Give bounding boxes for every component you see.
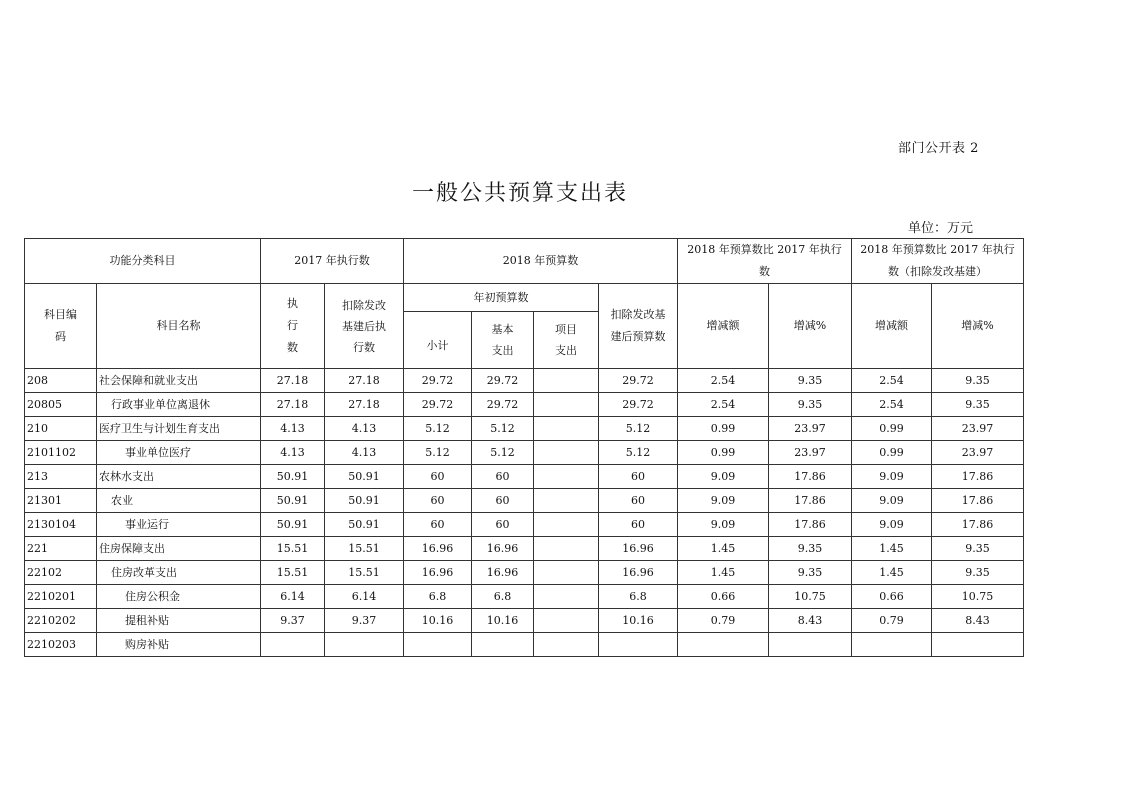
cell-inc-amt: 0.99 (678, 417, 769, 441)
cell-subtotal: 10.16 (404, 609, 472, 633)
cell-code: 2210201 (25, 585, 97, 609)
cell-subtotal: 60 (404, 465, 472, 489)
cell-exec: 50.91 (261, 465, 325, 489)
header-project: 项目支出 (534, 312, 599, 369)
cell-inc-amt: 9.09 (678, 465, 769, 489)
cell-subtotal: 60 (404, 489, 472, 513)
table-row (25, 633, 1024, 657)
cell-inc-amt-2: 0.66 (852, 585, 932, 609)
cell-inc-pct: 9.35 (769, 561, 852, 585)
cell-code: 213 (25, 465, 97, 489)
cell-inc-pct-2: 10.75 (932, 585, 1024, 609)
cell-budget-ex (599, 633, 678, 657)
cell-exec: 4.13 (261, 441, 325, 465)
cell-code: 21301 (25, 489, 97, 513)
cell-inc-amt-2: 9.09 (852, 489, 932, 513)
cell-budget-ex: 16.96 (599, 537, 678, 561)
cell-inc-pct-2: 9.35 (932, 393, 1024, 417)
table-row (25, 513, 1024, 537)
cell-budget-ex: 5.12 (599, 441, 678, 465)
cell-budget-ex: 16.96 (599, 561, 678, 585)
cell-name: 社会保障和就业支出 (97, 369, 261, 393)
cell-exec-ex: 27.18 (325, 369, 404, 393)
cell-budget-ex: 29.72 (599, 393, 678, 417)
cell-exec-ex: 4.13 (325, 417, 404, 441)
cell-exec-ex: 6.14 (325, 585, 404, 609)
cell-basic: 6.8 (472, 585, 534, 609)
cell-inc-pct: 10.75 (769, 585, 852, 609)
cell-inc-pct (769, 633, 852, 657)
cell-inc-amt: 9.09 (678, 513, 769, 537)
cell-project (534, 513, 599, 537)
cell-inc-amt: 9.09 (678, 489, 769, 513)
cell-inc-pct: 9.35 (769, 369, 852, 393)
header-name: 科目名称 (97, 284, 261, 369)
cell-exec-ex: 27.18 (325, 393, 404, 417)
cell-name: 行政事业单位离退休 (97, 393, 261, 417)
cell-basic: 60 (472, 513, 534, 537)
cell-exec: 15.51 (261, 537, 325, 561)
cell-project (534, 633, 599, 657)
cell-code: 221 (25, 537, 97, 561)
cell-inc-pct: 23.97 (769, 441, 852, 465)
table-row (25, 609, 1024, 633)
cell-inc-pct-2 (932, 633, 1024, 657)
cell-project (534, 369, 599, 393)
cell-inc-amt: 0.99 (678, 441, 769, 465)
cell-inc-amt: 0.66 (678, 585, 769, 609)
table-row (25, 561, 1024, 585)
cell-subtotal: 29.72 (404, 369, 472, 393)
header-func-class: 功能分类科目 (25, 239, 261, 284)
cell-basic: 16.96 (472, 561, 534, 585)
cell-inc-amt-2: 0.99 (852, 417, 932, 441)
table-row (25, 585, 1024, 609)
cell-inc-amt-2: 2.54 (852, 393, 932, 417)
header-subtotal: 小计 (404, 312, 472, 369)
cell-exec-ex: 9.37 (325, 609, 404, 633)
cell-inc-amt-2 (852, 633, 932, 657)
cell-name: 住房改革支出 (97, 561, 261, 585)
cell-name: 住房公积金 (97, 585, 261, 609)
header-budget-ex: 扣除发改基建后预算数 (599, 284, 678, 369)
header-cmp-2017: 2018 年预算数比 2017 年执行数 (678, 239, 852, 284)
cell-inc-pct-2: 17.86 (932, 513, 1024, 537)
cell-exec (261, 633, 325, 657)
cell-subtotal: 16.96 (404, 537, 472, 561)
cell-inc-pct: 17.86 (769, 513, 852, 537)
cell-exec: 9.37 (261, 609, 325, 633)
cell-inc-pct-2: 17.86 (932, 465, 1024, 489)
cell-project (534, 489, 599, 513)
cell-basic: 5.12 (472, 417, 534, 441)
cell-name: 住房保障支出 (97, 537, 261, 561)
table-row (25, 441, 1024, 465)
cell-basic (472, 633, 534, 657)
cell-inc-amt-2: 9.09 (852, 513, 932, 537)
cell-subtotal: 6.8 (404, 585, 472, 609)
cell-budget-ex: 60 (599, 465, 678, 489)
cell-subtotal: 16.96 (404, 561, 472, 585)
cell-budget-ex: 5.12 (599, 417, 678, 441)
cell-project (534, 537, 599, 561)
cell-basic: 5.12 (472, 441, 534, 465)
budget-table (24, 238, 1024, 657)
cell-exec: 27.18 (261, 393, 325, 417)
cell-inc-amt-2: 1.45 (852, 537, 932, 561)
header-inc-pct-2: 增减% (932, 284, 1024, 369)
header-initial: 年初预算数 (404, 284, 599, 312)
cell-inc-amt-2: 9.09 (852, 465, 932, 489)
cell-project (534, 609, 599, 633)
table-row (25, 465, 1024, 489)
cell-subtotal: 5.12 (404, 441, 472, 465)
cell-inc-pct-2: 9.35 (932, 537, 1024, 561)
header-exec-2017: 2017 年执行数 (261, 239, 404, 284)
cell-exec-ex: 15.51 (325, 537, 404, 561)
cell-inc-amt: 1.45 (678, 537, 769, 561)
unit-label: 单位：万元 (908, 221, 974, 236)
cell-subtotal: 29.72 (404, 393, 472, 417)
cell-name: 农业 (97, 489, 261, 513)
cell-exec: 27.18 (261, 369, 325, 393)
cell-name: 农林水支出 (97, 465, 261, 489)
cell-budget-ex: 60 (599, 489, 678, 513)
cell-inc-pct-2: 9.35 (932, 369, 1024, 393)
cell-exec: 4.13 (261, 417, 325, 441)
cell-inc-amt-2: 0.79 (852, 609, 932, 633)
cell-inc-pct: 23.97 (769, 417, 852, 441)
header-exec: 执行数 (261, 284, 325, 369)
cell-code: 2130104 (25, 513, 97, 537)
cell-inc-pct: 17.86 (769, 465, 852, 489)
cell-name: 购房补贴 (97, 633, 261, 657)
cell-basic: 10.16 (472, 609, 534, 633)
cell-project (534, 417, 599, 441)
cell-code: 22102 (25, 561, 97, 585)
cell-basic: 60 (472, 465, 534, 489)
cell-exec: 15.51 (261, 561, 325, 585)
table-row (25, 489, 1024, 513)
cell-inc-pct: 9.35 (769, 537, 852, 561)
cell-exec-ex: 50.91 (325, 513, 404, 537)
cell-name: 提租补贴 (97, 609, 261, 633)
header-inc-amt: 增减额 (678, 284, 769, 369)
cell-code: 210 (25, 417, 97, 441)
cell-inc-pct: 9.35 (769, 393, 852, 417)
header-inc-pct: 增减% (769, 284, 852, 369)
cell-inc-amt: 2.54 (678, 369, 769, 393)
cell-exec-ex: 15.51 (325, 561, 404, 585)
cell-inc-pct-2: 9.35 (932, 561, 1024, 585)
header-exec-ex: 扣除发改基建后执行数 (325, 284, 404, 369)
cell-exec: 6.14 (261, 585, 325, 609)
cell-project (534, 561, 599, 585)
cell-budget-ex: 29.72 (599, 369, 678, 393)
cell-basic: 29.72 (472, 393, 534, 417)
cell-project (534, 393, 599, 417)
cell-exec: 50.91 (261, 513, 325, 537)
cell-inc-pct: 17.86 (769, 489, 852, 513)
cell-subtotal (404, 633, 472, 657)
table-row (25, 393, 1024, 417)
cell-budget-ex: 10.16 (599, 609, 678, 633)
table-row (25, 417, 1024, 441)
cell-inc-pct-2: 23.97 (932, 417, 1024, 441)
cell-inc-pct-2: 8.43 (932, 609, 1024, 633)
cell-inc-pct-2: 17.86 (932, 489, 1024, 513)
cell-exec-ex (325, 633, 404, 657)
cell-name: 事业运行 (97, 513, 261, 537)
cell-basic: 16.96 (472, 537, 534, 561)
cell-inc-pct: 8.43 (769, 609, 852, 633)
cell-exec-ex: 4.13 (325, 441, 404, 465)
cell-inc-amt: 0.79 (678, 609, 769, 633)
table-id: 部门公开表 2 (898, 141, 979, 156)
cell-subtotal: 5.12 (404, 417, 472, 441)
cell-name: 事业单位医疗 (97, 441, 261, 465)
cell-code: 2101102 (25, 441, 97, 465)
cell-project (534, 441, 599, 465)
cell-project (534, 465, 599, 489)
cell-code: 2210202 (25, 609, 97, 633)
page-title: 一般公共预算支出表 (411, 181, 628, 206)
table-row (25, 369, 1024, 393)
cell-inc-amt-2: 0.99 (852, 441, 932, 465)
cell-subtotal: 60 (404, 513, 472, 537)
cell-project (534, 585, 599, 609)
cell-basic: 60 (472, 489, 534, 513)
cell-code: 2210203 (25, 633, 97, 657)
header-cmp-2017-ex: 2018 年预算数比 2017 年执行数（扣除发改基建） (852, 239, 1024, 284)
cell-exec-ex: 50.91 (325, 465, 404, 489)
cell-exec: 50.91 (261, 489, 325, 513)
cell-inc-amt-2: 2.54 (852, 369, 932, 393)
cell-exec-ex: 50.91 (325, 489, 404, 513)
cell-inc-amt (678, 633, 769, 657)
cell-budget-ex: 60 (599, 513, 678, 537)
cell-inc-pct-2: 23.97 (932, 441, 1024, 465)
header-budget-2018: 2018 年预算数 (404, 239, 678, 284)
header-code: 科目编码 (25, 284, 97, 369)
cell-name: 医疗卫生与计划生育支出 (97, 417, 261, 441)
header-basic: 基本支出 (472, 312, 534, 369)
cell-inc-amt-2: 1.45 (852, 561, 932, 585)
cell-code: 208 (25, 369, 97, 393)
header-inc-amt-2: 增减额 (852, 284, 932, 369)
table-body (25, 369, 1024, 657)
cell-inc-amt: 1.45 (678, 561, 769, 585)
cell-basic: 29.72 (472, 369, 534, 393)
table-row (25, 537, 1024, 561)
cell-budget-ex: 6.8 (599, 585, 678, 609)
cell-inc-amt: 2.54 (678, 393, 769, 417)
cell-code: 20805 (25, 393, 97, 417)
